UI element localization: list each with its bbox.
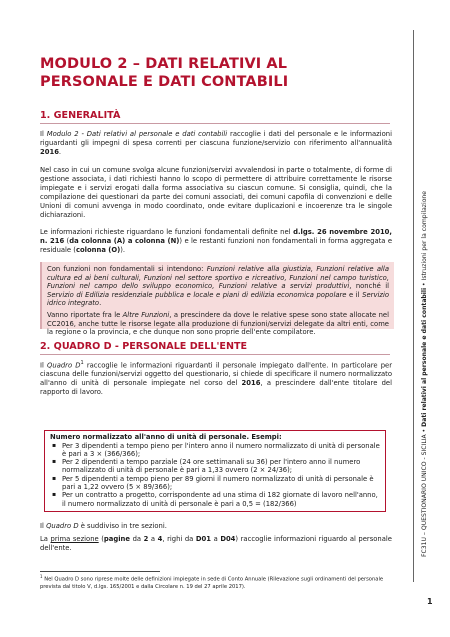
example-item: ▪ Per un contratto a progetto, corrispondente ad una stima di 182 giornate di lavoro nell'anno, il numero normalizzato di unità di personale è pari a 0,5 = (182/366) <box>60 491 380 508</box>
example-list <box>50 442 380 508</box>
side-running-header: FC31U – QUESTIONARIO UNICO - SICILIA • Dati relativi al personale e dati contabili • Istruzioni per la compilazione <box>421 190 428 557</box>
paragraph-quadro-d-intro: Il Quadro $D^1$ raccoglie le informazioni riguardanti il personale impiegato dall'ente. In particolare per ciascuna delle funzioni/servizi oggetto del questionario, si chiede di specificare il numero normalizzato all'anno di unità di personale impiegate nel corso del 2016, a prescindere dall'ente titolare del rapporto di lavoro. <box>40 360 393 396</box>
note-paragraph-altre-funzioni: Vanno riportate fra le Altre Funzioni, a prescindere da dove le relative spese sono state allocate nel CC2016, anche tutte le risorse legate alla produzione di funzioni/servizi delegate da altri enti, come la regione o la provincia, e che dunque non sono proprie dell'ente compilatore. <box>47 310 389 337</box>
page-title: MODULO 2 – DATI RELATIVI AL PERSONALE E DATI CONTABILI <box>40 56 289 90</box>
section-heading-generalita: 1. GENERALITÀ <box>40 110 390 124</box>
example-item: ▪ Per 5 dipendenti a tempo pieno per 89 giorni il numero normalizzato di unità di personale è pari a 1,22 ovvero (5 × 89/366); <box>60 475 380 492</box>
example-box-title: Numero normalizzato all'anno di unità di personale. Esempi: <box>50 433 282 441</box>
paragraph-prima-sezione: La prima sezione (pagine da 2 a 4, righi da D01 a D04) raccoglie informazioni riguardo al personale dell'ente. <box>40 535 392 552</box>
example-item: ▪ Per 2 dipendenti a tempo parziale (24 ore settimanali su 36) per l'intero anno il numero normalizzato di unità di personale è pari a 1,33 ovvero (2 × 24/36); <box>60 458 380 475</box>
side-margin-rule <box>413 30 414 582</box>
example-item: ▪ Per 3 dipendenti a tempo pieno per l'intero anno il numero normalizzato di unità di personale è pari a 3 × (366/366); <box>60 442 380 459</box>
paragraph-tre-sezioni: Il Quadro D è suddiviso in tre sezioni. <box>40 522 167 530</box>
section-heading-quadro-d: 2. QUADRO D - PERSONALE DELL'ENTE <box>40 341 390 355</box>
footnote: $^1$ Nel Quadro D sono riprese molte delle definizioni impiegate in sede di Conto Annuale (Rilevazione sugli ordinamenti del personale prevista dal titolo V, d.lgs. 165/2001 e dalla Circolare n. 19 del 27 aprile 2017). <box>40 574 384 590</box>
example-box-personale <box>44 430 386 512</box>
note-box-funzioni-non-fondamentali <box>40 262 394 337</box>
paragraph-funzioni-fondamentali: Le informazioni richieste riguardano le funzioni fondamentali definite nel d.lgs. 26 novembre 2010, n. 216 (da colonna (A) a colonna (N)) e le restanti funzioni non fondamentali in forma aggregata e residuale (colonna (O)). <box>40 228 393 254</box>
note-paragraph-funzioni: Con funzioni non fondamentali si intendono: Funzioni relative alla giustizia, Funzioni relative alla cultura ed ai beni culturali, Funzioni nel settore sportivo e ricreativo, Funzioni nel campo turistico, Funzioni nel campo dello sviluppo economico, Funzioni relative a servizi produttivi, nonché il Servizio di Edilizia residenziale pubblica e locale e piani di edilizia economica popolare e il Servizio idrico integrato. <box>47 265 389 308</box>
footnote-ref: 1 <box>80 360 84 366</box>
footnote-divider <box>40 571 160 572</box>
paragraph-modulo-intro: Il Modulo 2 - Dati relativi al personale e dati contabili raccoglie i dati del personale e le informazioni riguardanti gli impegni di spesa correnti per ciascuna funzione/servizio con riferimento all'annualità 2016. <box>40 130 392 156</box>
page-number: 1 <box>427 597 433 606</box>
paragraph-gestione-associata: Nel caso in cui un comune svolga alcune funzioni/servizi avvalendosi in parte o totalmente, di forme di gestione associata, i dati richiesti hanno lo scopo di permettere di attribuire correttamente le risorse impiegate e i servizi erogati dalla forma associativa su ciascun comune. Si consiglia, quindi, che la compilazione dei questionari da parte dei comuni associati, dei comuni capofila di convenzioni e delle Unioni di comuni avvenga in modo coordinato, onde evitare duplicazioni e incoerenze tra le singole dichiarazioni. <box>40 166 392 219</box>
